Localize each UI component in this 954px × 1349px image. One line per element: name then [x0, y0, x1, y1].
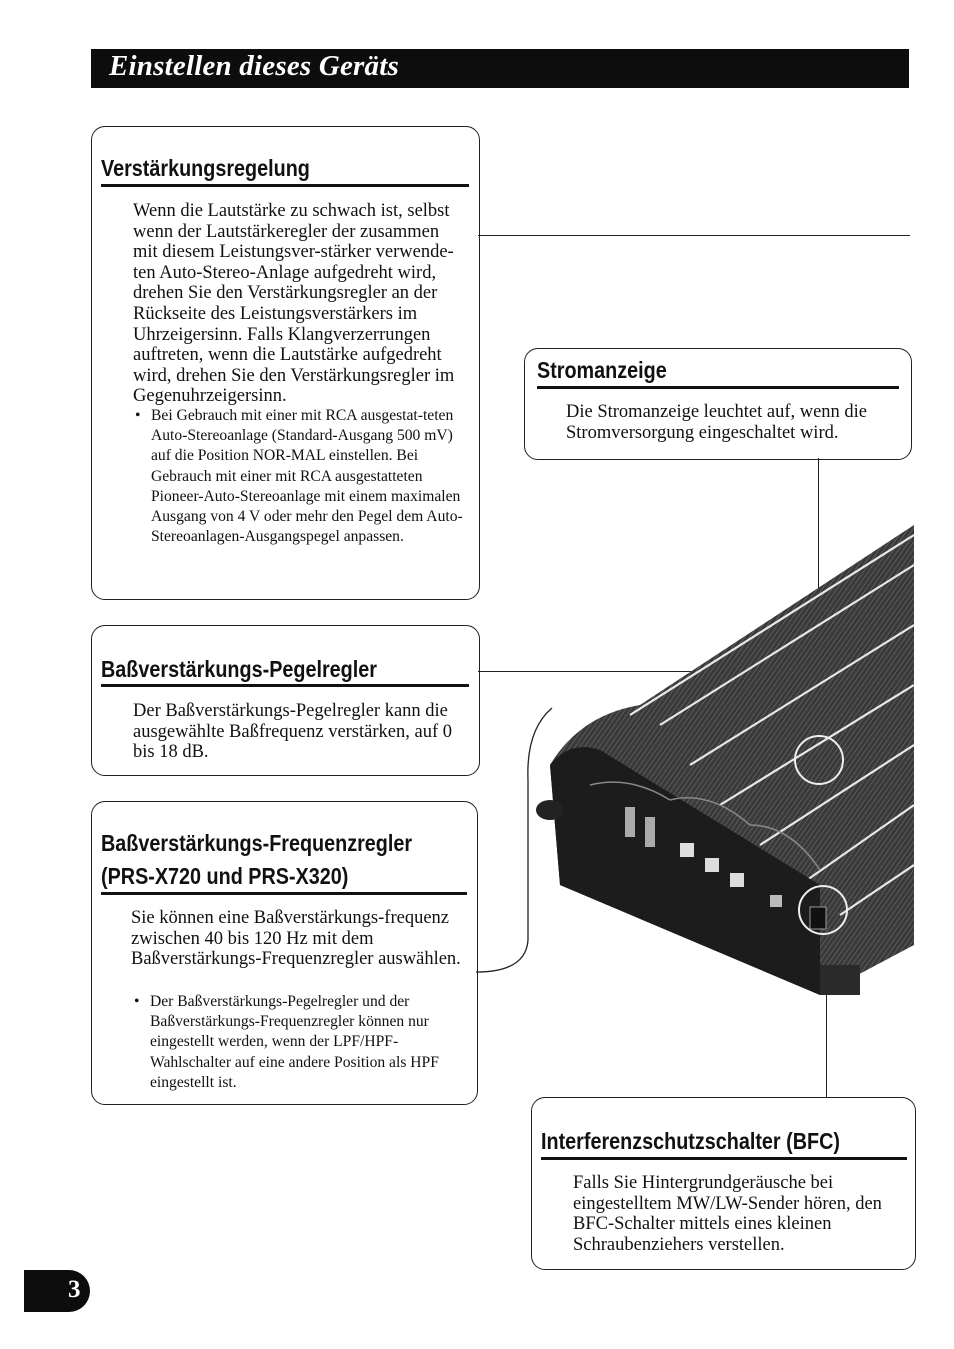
- amplifier-illustration: [520, 525, 914, 995]
- power-indicator-rule: [537, 386, 899, 389]
- bass-level-rule: [101, 684, 469, 687]
- power-indicator-title: Stromanzeige: [537, 357, 667, 383]
- page-title: Einstellen dieses Geräts: [109, 50, 399, 82]
- bfc-rule: [541, 1157, 907, 1160]
- bfc-title: Interferenzschutzschalter (BFC): [541, 1128, 840, 1154]
- bass-freq-title-line2: (PRS-X720 und PRS-X320): [101, 863, 349, 889]
- power-indicator-text: Die Stromanzeige leuchtet auf, wenn die Stromversorgung eingeschaltet wird.: [566, 402, 868, 443]
- gain-control-note: [135, 406, 468, 547]
- header-bar: [91, 49, 909, 88]
- bass-level-title: Baßverstärkungs-Pegelregler: [101, 656, 377, 682]
- gain-control-text: Wenn die Lautstärke zu schwach ist, selbst wenn der Lautstärkeregler der zusammen mit diesem Leistungsver-stärker verwende-ten Auto-Stereo-Anlage aufgedreht wird, drehen Sie den Verstärkungsregler an der Rückseite des Leistungsverstärkers im Uhrzeigersinn. Falls Klangverzerrungen auftreten, wenn die Lautstärke aufgedreht wird, drehen Sie den Verstärkungsregler im Gegenuhrzeigersinn.: [133, 201, 455, 407]
- gain-control-rule: [101, 184, 469, 187]
- bass-freq-title-line1: Baßverstärkungs-Frequenzregler: [101, 830, 413, 856]
- bass-freq-note-text: Der Baßverstärkungs-Pegelregler und der Baßverstärkungs-Frequenzregler können nur eingestellt werden, wenn der LPF/HPF-Wahlschalter auf eine andere Position als HPF eingestellt ist.: [150, 993, 439, 1091]
- bass-level-text: Der Baßverstärkungs-Pegelregler kann die ausgewählte Baßfrequenz verstärken, auf 0 bis 18 dB.: [133, 701, 452, 763]
- leader-line-gain: [478, 235, 910, 236]
- gain-control-note-text: Bei Gebrauch mit einer mit RCA ausgestat-teten Auto-Stereoanlage (Standard-Ausgang 500 mV) auf die Position NOR-MAL einstellen. Bei Gebrauch mit einer mit RCA ausgestatteten Pioneer-Auto-Stereoanlage mit einem maximalen Ausgang von 4 V oder mehr den Pegel dem Auto-Stereoanlagen-Ausgangspegel anpassen.: [151, 407, 463, 546]
- page-number: 3: [68, 1276, 81, 1303]
- bullet-dot: •: [135, 407, 141, 424]
- bfc-text: Falls Sie Hintergrundgeräusche bei eingestelltem MW/LW-Sender hören, den BFC-Schalter mittels eines kleinen Schraubenziehers verstellen.: [573, 1173, 882, 1255]
- bass-freq-text: Sie können eine Baßverstärkungs-frequenz zwischen 40 bis 120 Hz mit dem Baßverstärkungs-Frequenzregler auswählen.: [131, 908, 461, 970]
- page-number-tab: [24, 1270, 90, 1312]
- bass-freq-note: [134, 992, 470, 1093]
- gain-control-title: Verstärkungsregelung: [101, 155, 310, 181]
- bullet-dot: •: [134, 993, 140, 1010]
- bass-freq-rule: [101, 892, 467, 895]
